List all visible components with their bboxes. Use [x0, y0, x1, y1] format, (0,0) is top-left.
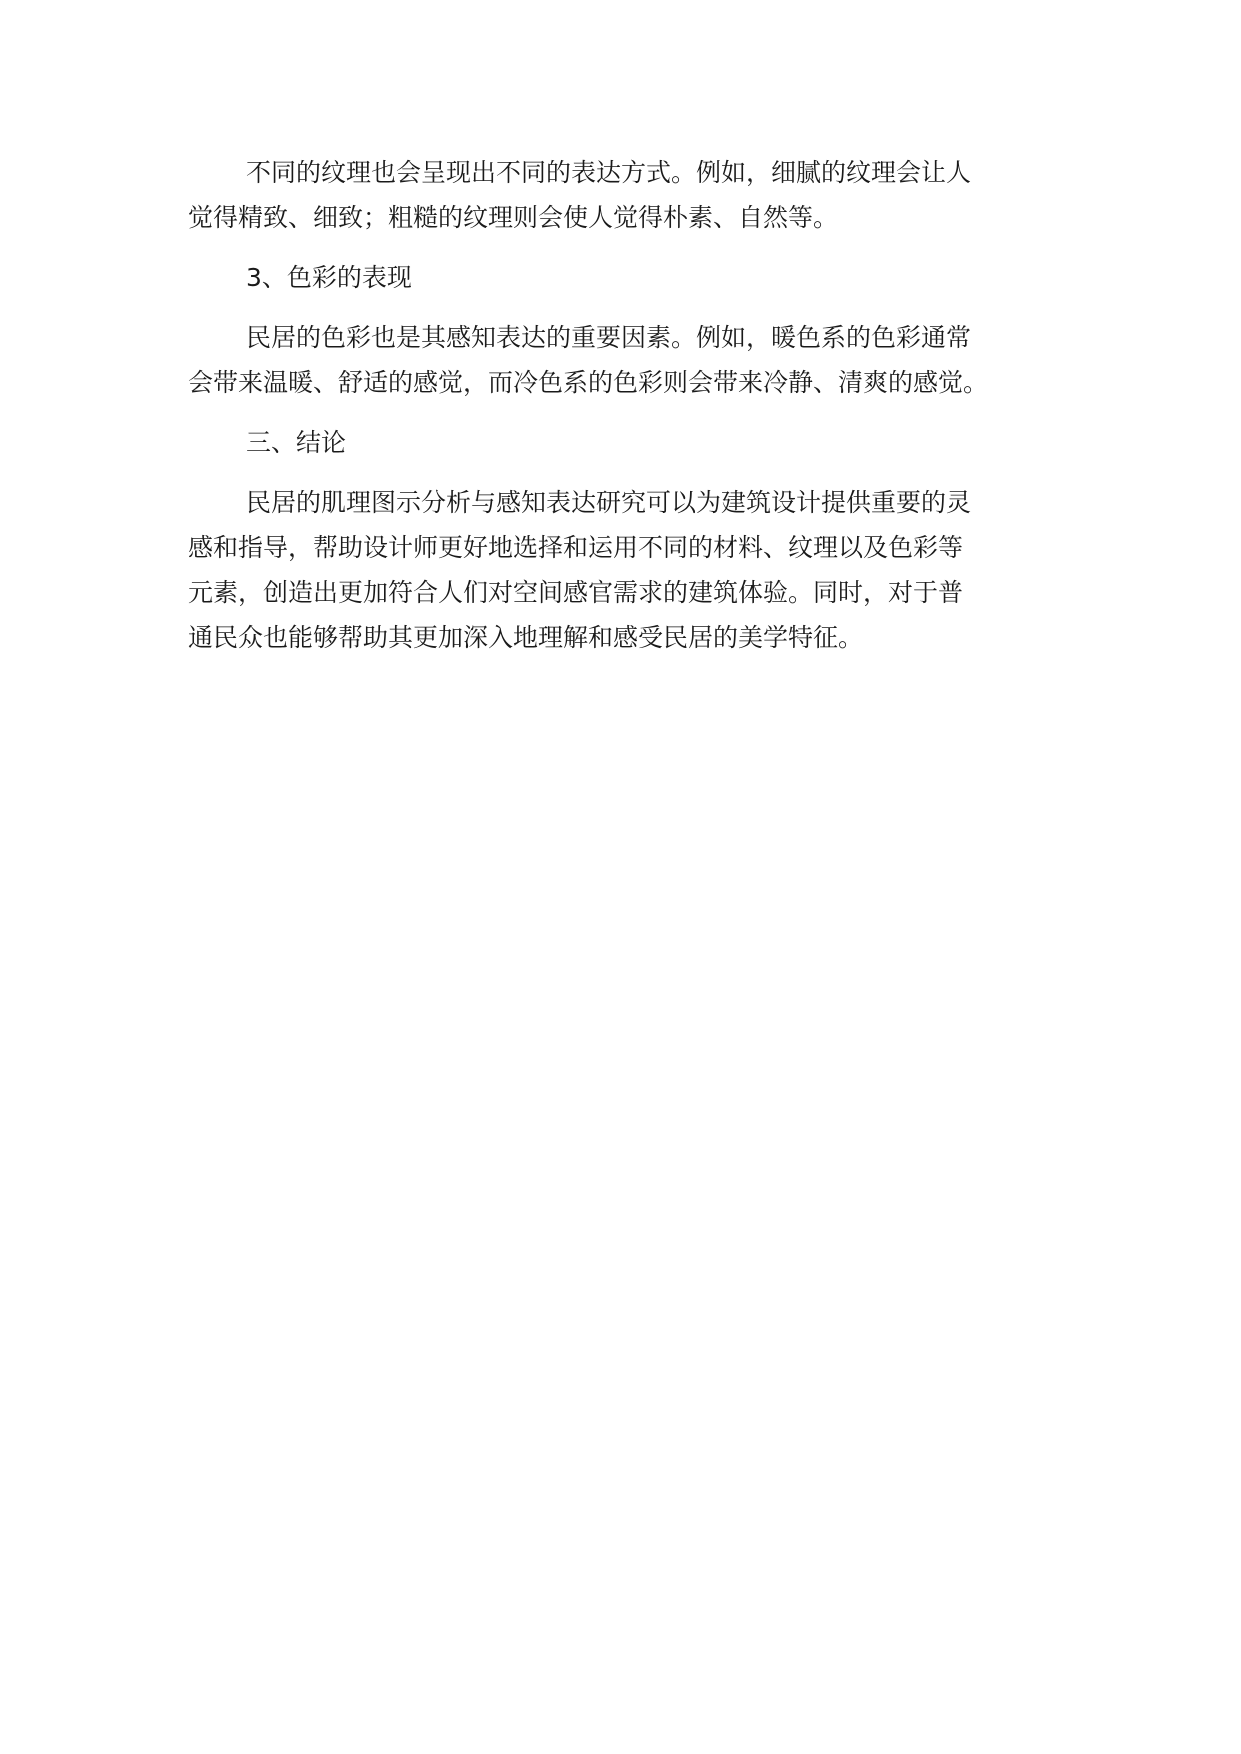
heading-line: 3、色彩的表现 [246, 263, 412, 292]
paragraph-line: 通民众也能够帮助其更加深入地理解和感受民居的美学特征。 [188, 623, 864, 652]
paragraph-color-expression [188, 315, 1068, 405]
document-body [188, 150, 1068, 675]
paragraph-line: 元素，创造出更加符合人们对空间感官需求的建筑体验。同时，对于普 [188, 578, 964, 607]
paragraph-line: 感和指导，帮助设计师更好地选择和运用不同的材料、纹理以及色彩等 [188, 533, 964, 562]
paragraph-line: 不同的纹理也会呈现出不同的表达方式。例如，细腻的纹理会让人 [246, 158, 972, 187]
section-heading-color [188, 255, 1068, 300]
paragraph-line: 会带来温暖、舒适的感觉，而冷色系的色彩则会带来冷静、清爽的感觉。 [188, 368, 989, 397]
paragraph-conclusion [188, 480, 1068, 660]
paragraph-line: 觉得精致、细致；粗糙的纹理则会使人觉得朴素、自然等。 [188, 203, 839, 232]
paragraph-texture-expression [188, 150, 1068, 240]
paragraph-line: 民居的色彩也是其感知表达的重要因素。例如，暖色系的色彩通常 [246, 323, 972, 352]
paragraph-line: 民居的肌理图示分析与感知表达研究可以为建筑设计提供重要的灵 [246, 488, 972, 517]
heading-line: 三、结论 [246, 428, 347, 457]
section-heading-conclusion [188, 420, 1068, 465]
